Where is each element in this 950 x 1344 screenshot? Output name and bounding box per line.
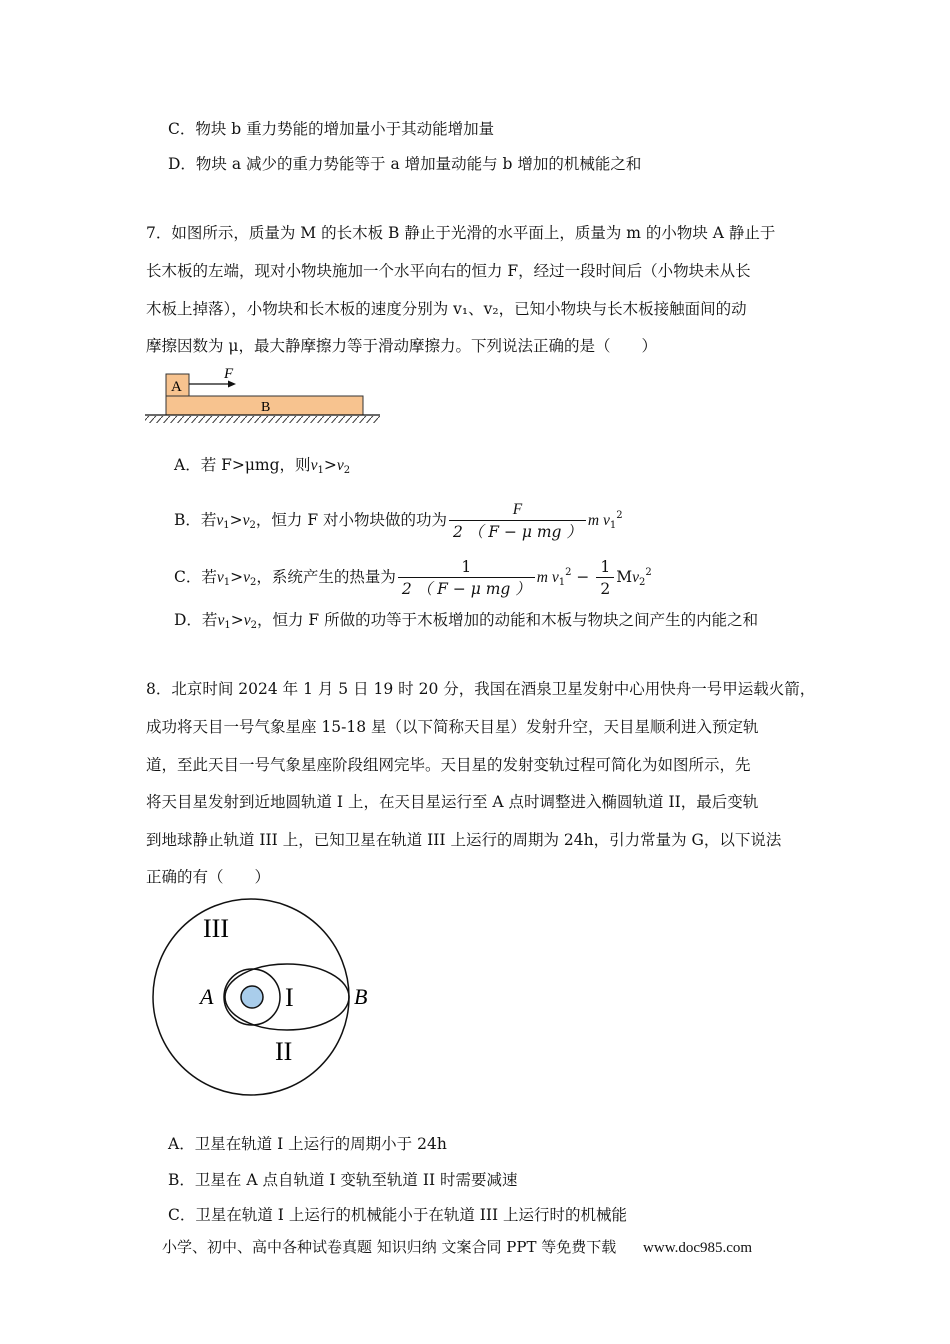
q8-orbit-figure bbox=[148, 900, 368, 1105]
q8-option-b: B．卫星在 A 点自轨道 I 变轨至轨道 II 时需要减速 bbox=[168, 1171, 518, 1189]
block-a-label: A bbox=[171, 379, 182, 395]
ground-hatch bbox=[145, 416, 380, 423]
page-footer bbox=[162, 1236, 752, 1257]
q8-stem-line-2: 成功将天目一号气象星座 15-18 星（以下简称天目星）发射升空，天目星顺利进入预定轨 bbox=[146, 718, 759, 736]
q6-option-d: D．物块 a 减少的重力势能等于 a 增加量动能与 b 增加的机械能之和 bbox=[168, 155, 642, 173]
q8-option-a: A．卫星在轨道 I 上运行的周期小于 24h bbox=[168, 1135, 447, 1153]
label-a: A bbox=[200, 984, 214, 1009]
q7-stem-line-4: 摩擦因数为 μ，最大静摩擦力等于滑动摩擦力。下列说法正确的是（ ） bbox=[146, 337, 658, 355]
force-label: F bbox=[224, 366, 234, 382]
q7-figure bbox=[140, 362, 385, 428]
footer-text: 小学、初中、高中各种试卷真题 知识归纳 文案合同 PPT 等免费下载 bbox=[162, 1238, 617, 1256]
fraction-b: $\frac{F}{\text{2 （ F − μ mg ）}}$ bbox=[449, 500, 586, 543]
q8-stem-line-1: 8．北京时间 2024 年 1 月 5 日 19 时 20 分，我国在酒泉卫星发射中心用快舟一号甲运载火箭， bbox=[146, 680, 816, 698]
q8-stem-line-5: 到地球静止轨道 III 上，已知卫星在轨道 III 上运行的周期为 24h，引力常量为 G，以下说法 bbox=[146, 831, 782, 849]
q8-stem-line-6: 正确的有（ ） bbox=[146, 868, 271, 886]
board-b-label: B bbox=[261, 400, 271, 415]
fraction-c: $\frac{1}{\text{2 （ F − μ mg ）}}$ bbox=[398, 557, 535, 600]
q7-option-c: C．若$v_1>v_2$，系统产生的热量为 $\frac{1}{\text{2 （ F − μ mg ）}}$ m $v_1^2$ − $\frac{1}{2}$ $Mv_2^2$ bbox=[174, 557, 652, 598]
fraction-half: $\frac{1}{2}$ bbox=[596, 557, 614, 600]
q7-option-b: B．若$v_1>v_2$，恒力 F 对小物块做的功为 $\frac{F}{\text{2 （ F − μ mg ）}}$ m $v_1^2$ bbox=[174, 500, 623, 541]
q6-option-c: C．物块 b 重力势能的增加量小于其动能增加量 bbox=[168, 120, 495, 138]
label-ii: II bbox=[275, 1037, 293, 1066]
q8-stem-line-4: 将天目星发射到近地圆轨道 I 上，在天目星运行至 A 点时调整进入椭圆轨道 II，最后变轨 bbox=[146, 793, 759, 811]
label-b: B bbox=[354, 984, 368, 1009]
q7-stem-line-2: 长木板的左端，现对小物块施加一个水平向右的恒力 F，经过一段时间后（小物块未从长 bbox=[146, 262, 751, 280]
q7-option-d: D．若$v_1>v_2$，恒力 F 所做的功等于木板增加的动能和木板与物块之间产生的内能之和 bbox=[174, 611, 759, 631]
q7-stem-line-3: 木板上掉落），小物块和长木板的速度分别为 v₁、v₂，已知小物块与长木板接触面间的动 bbox=[146, 300, 747, 318]
label-iii: III bbox=[203, 914, 229, 943]
q8-stem-line-3: 道，至此天目一号气象星座阶段组网完毕。天目星的发射变轨过程可简化为如图所示，先 bbox=[146, 756, 751, 774]
footer-url[interactable]: www.doc985.com bbox=[643, 1240, 753, 1256]
earth bbox=[241, 986, 263, 1008]
q7-stem-line-1: 7．如图所示，质量为 M 的长木板 B 静止于光滑的水平面上，质量为 m 的小物块 A 静止于 bbox=[146, 224, 776, 242]
q8-option-c: C．卫星在轨道 I 上运行的机械能小于在轨道 III 上运行时的机械能 bbox=[168, 1206, 628, 1224]
label-i: I bbox=[285, 983, 294, 1012]
q7-option-a: A．若 F>μmg，则$v_1>v_2$ bbox=[174, 456, 351, 476]
